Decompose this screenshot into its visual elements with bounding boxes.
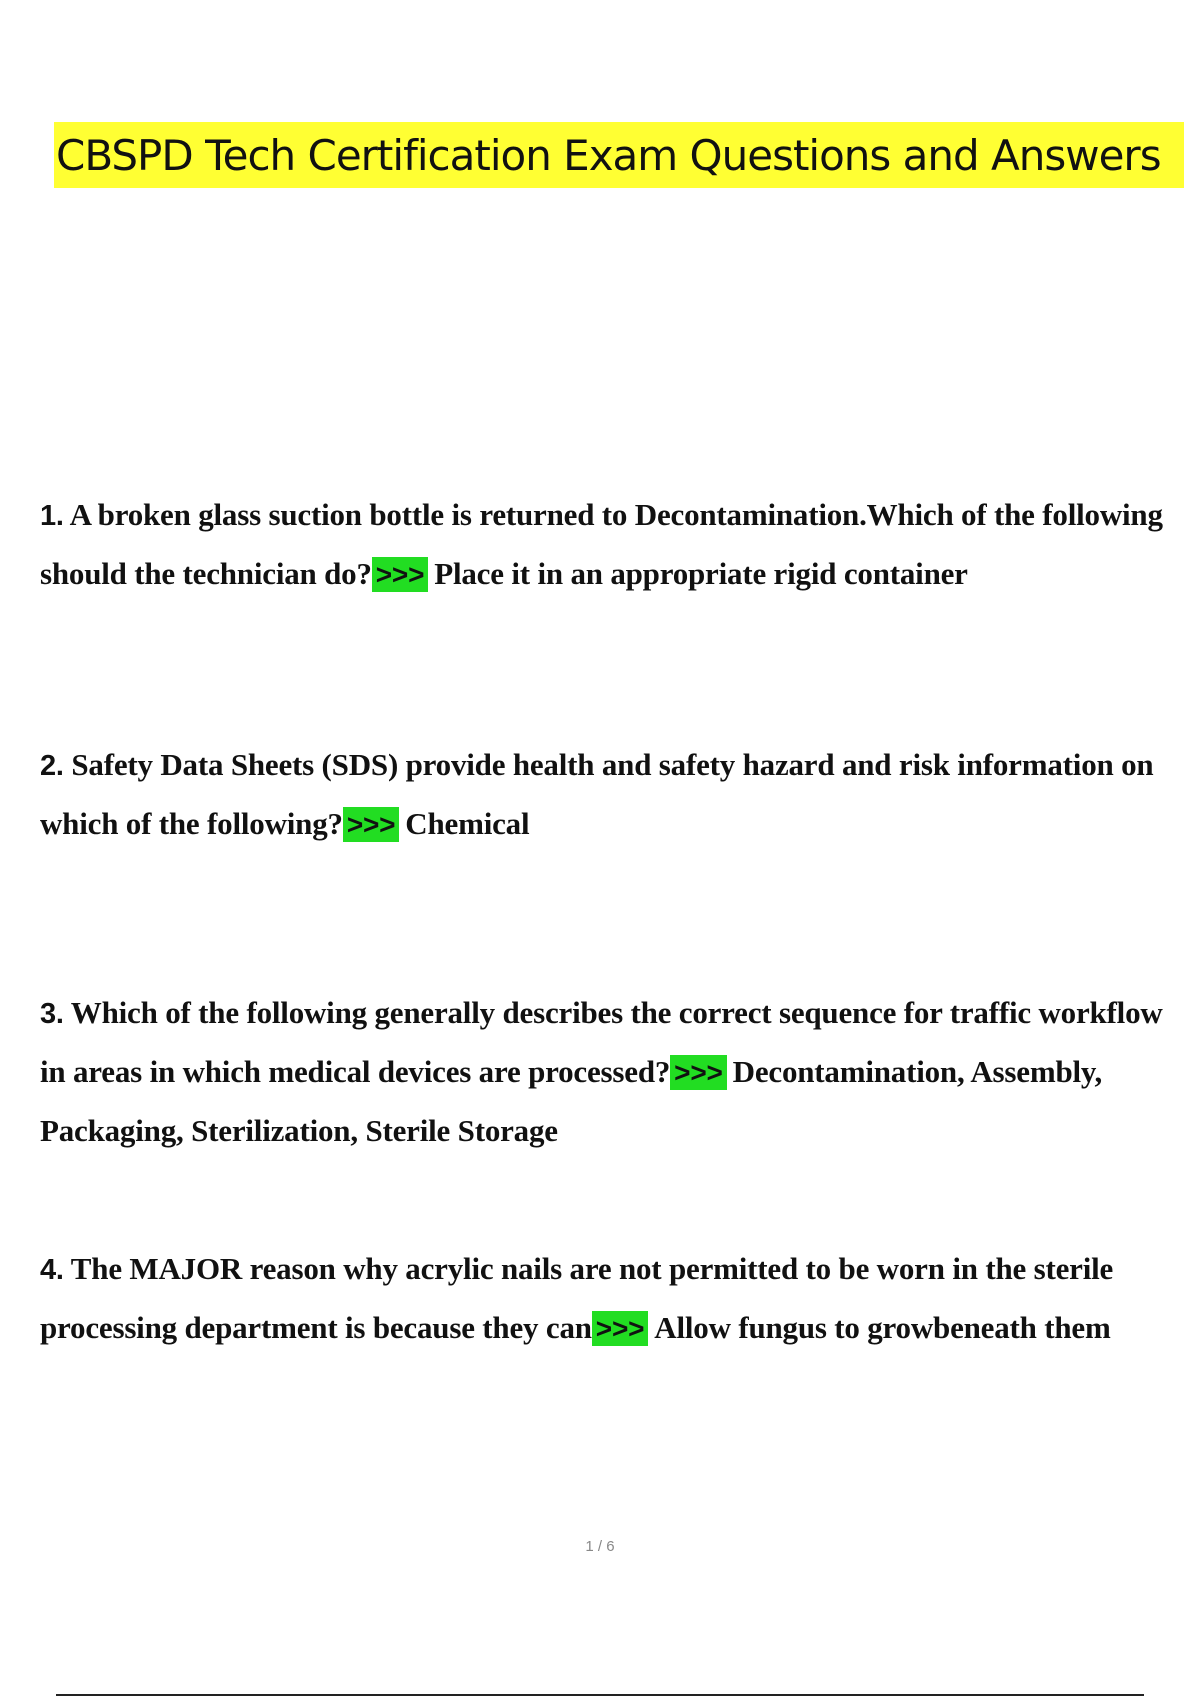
question-text: A broken glass suction bottle is returned to Decontamination.Which of the following should the technician do? bbox=[40, 497, 1163, 591]
page-indicator: 1 / 6 bbox=[585, 1538, 615, 1555]
question-number: 1. bbox=[40, 500, 64, 532]
answer-marker: >>> bbox=[343, 807, 399, 842]
question-item-3 bbox=[40, 984, 1190, 1160]
question-item-1 bbox=[40, 486, 1190, 604]
question-text: The MAJOR reason why acrylic nails are not permitted to be worn in the sterile processing department is because they can bbox=[40, 1251, 1114, 1345]
answer-text: Decontamination, Assembly, Packaging, Sterilization, Sterile Storage bbox=[40, 1054, 1103, 1148]
question-text: Which of the following generally describes the correct sequence for traffic workflow in areas in which medical devices are processed? bbox=[40, 995, 1163, 1089]
answer-marker: >>> bbox=[372, 557, 428, 592]
question-number: 3. bbox=[40, 998, 64, 1030]
answer-marker: >>> bbox=[670, 1055, 726, 1090]
footer-divider bbox=[56, 1694, 1144, 1696]
question-item-4 bbox=[40, 1240, 1190, 1358]
question-number: 4. bbox=[40, 1254, 64, 1286]
answer-text: Chemical bbox=[405, 806, 530, 841]
document-title-highlight bbox=[54, 122, 1184, 188]
answer-text: Place it in an appropriate rigid container bbox=[434, 556, 968, 591]
answer-text: Allow fungus to growbeneath them bbox=[654, 1310, 1111, 1345]
question-text: Safety Data Sheets (SDS) provide health and safety hazard and risk information on which of the following? bbox=[40, 747, 1154, 841]
document-title: CBSPD Tech Certification Exam Questions and Answers bbox=[56, 130, 1161, 180]
question-number: 2. bbox=[40, 750, 64, 782]
question-item-2 bbox=[40, 736, 1190, 854]
answer-marker: >>> bbox=[592, 1311, 648, 1346]
